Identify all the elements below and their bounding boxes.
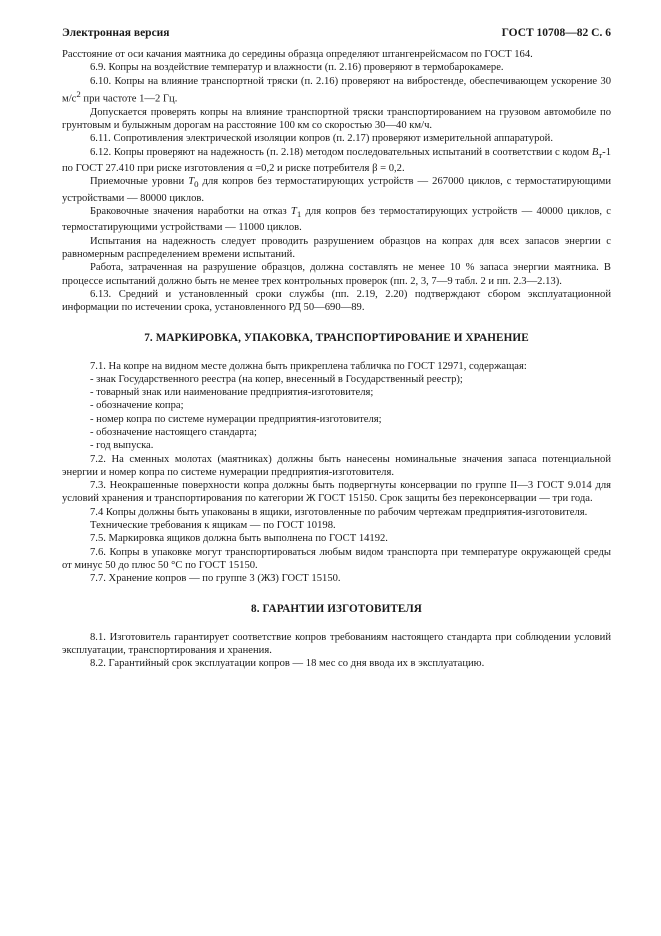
section-title: 8. ГАРАНТИИ ИЗГОТОВИТЕЛЯ <box>251 602 422 615</box>
paragraph: 6.13. Средний и установленный сроки службы (пп. 2.19, 2.20) подтверждают сбором эксплуатационной информации по истечении срока, установленного РД 50—690—89. <box>62 288 611 314</box>
paragraph: 7.2. На сменных молотах (маятниках) должны быть нанесены номинальные значения запаса потенциальной энергии и номер копра по системе нумерации предприятия-изготовителя. <box>62 453 611 478</box>
paragraph: 7.3. Неокрашенные поверхности копра должны быть подвергнуты консервации по группе II—3 ГОСТ 9.014 для условий хранения и транспортирования по категории Ж ГОСТ 15150. Срок защиты без переконсервации — три года. <box>62 480 611 505</box>
section-title: 7. МАРКИРОВКА, УПАКОВКА, ТРАНСПОРТИРОВАНИЕ И ХРАНЕНИЕ <box>144 331 529 344</box>
list-item: - знак Государственного реестра (на копер, внесенный в Государственный реестр); <box>90 373 463 385</box>
standard-page-number: ГОСТ 10708—82 С. 6 <box>501 27 611 39</box>
paragraph: 6.9. Копры на воздействие температур и влажности (п. 2.16) проверяют в термобарокамере. <box>90 62 504 74</box>
list-item: - товарный знак или наименование предприятия-изготовителя; <box>90 387 374 399</box>
paragraph: 7.7. Хранение копров — по группе 3 (ЖЗ) ГОСТ 15150. <box>90 573 341 585</box>
paragraph: Технические требования к ящикам — по ГОСТ 10198. <box>90 520 336 532</box>
paragraph: Работа, затраченная на разрушение образцов, должна составлять не менее 10 % запаса энергии маятника. В процессе испытаний должно быть не менее трех контрольных проверок (пп. 2, 3, 7—9 табл. 2 и пп. 2.3—2.13). <box>62 262 611 287</box>
list-item: - обозначение настоящего стандарта; <box>90 426 257 438</box>
list-item: - год выпуска. <box>90 440 154 452</box>
list-item: - обозначение копра; <box>90 400 184 412</box>
electronic-version-label: Электронная версия <box>62 27 170 39</box>
paragraph: 8.2. Гарантийный срок эксплуатации копров — 18 мес со дня ввода их в эксплуатацию. <box>90 658 485 670</box>
paragraph: Браковочные значения наработки на отказ $Т_1$ для копров без термостатирующих устройств — 40000 циклов, с термостатирующими устройствами — 11000 циклов. <box>62 206 611 234</box>
paragraph: 7.4 Копры должны быть упакованы в ящики, изготовленные по рабочим чертежам предприятия-изготовителя. <box>90 506 588 518</box>
paragraph: Испытания на надежность следует проводить разрушением образцов на копрах для всех запасов энергии с равномерным распределением времени испытаний. <box>62 235 611 261</box>
paragraph: 7.6. Копры в упаковке могут транспортироваться любым видом транспорта при температуре окружающей среды от минус 50 до плюс 50 °С по ГОСТ 15150. <box>62 546 611 571</box>
paragraph: 6.10. Копры на влияние транспортной тряски (п. 2.16) проверяют на вибростенде, обеспечивающем ускорение 30 $м/с^2$ при частоте 1—2 Гц. <box>62 75 611 105</box>
paragraph: 7.5. Маркировка ящиков должна быть выполнена по ГОСТ 14192. <box>90 533 388 545</box>
document-body <box>62 48 611 670</box>
paragraph: 6.11. Сопротивления электрической изоляции копров (п. 2.17) проверяют измерительной аппаратурой. <box>90 133 553 145</box>
paragraph: 7.1. На копре на видном месте должна быть прикреплена табличка по ГОСТ 12971, содержащая: <box>90 360 527 372</box>
paragraph: Приемочные уровни $Т_0$ для копров без термостатирующих устройств — 267000 циклов, с термостатирующими устройствами — 80000 циклов. <box>62 176 611 204</box>
paragraph: 8.1. Изготовитель гарантирует соответствие копров требованиям настоящего стандарта при соблюдении условий эксплуатации, транспортирования и хранения. <box>62 631 611 656</box>
page-header <box>62 27 611 39</box>
paragraph: 6.12. Копры проверяют на надежность (п. 2.18) методом последовательных испытаний в соответствии с кодом $В_т-1$ по ГОСТ 27.410 при риске изготовления α =0,2 и риске потребителя β = 0,2. <box>62 146 611 175</box>
list-item: - номер копра по системе нумерации предприятия-изготовителя; <box>90 413 382 425</box>
paragraph: Расстояние от оси качания маятника до середины образца определяют штангенрейсмасом по ГОСТ 164. <box>62 49 533 60</box>
paragraph: Допускается проверять копры на влияние транспортной тряски транспортированием на грузовом автомобиле по грунтовым и булыжным дорогам на расстояние 100 км со скоростью 30—40 км/ч. <box>62 106 611 132</box>
